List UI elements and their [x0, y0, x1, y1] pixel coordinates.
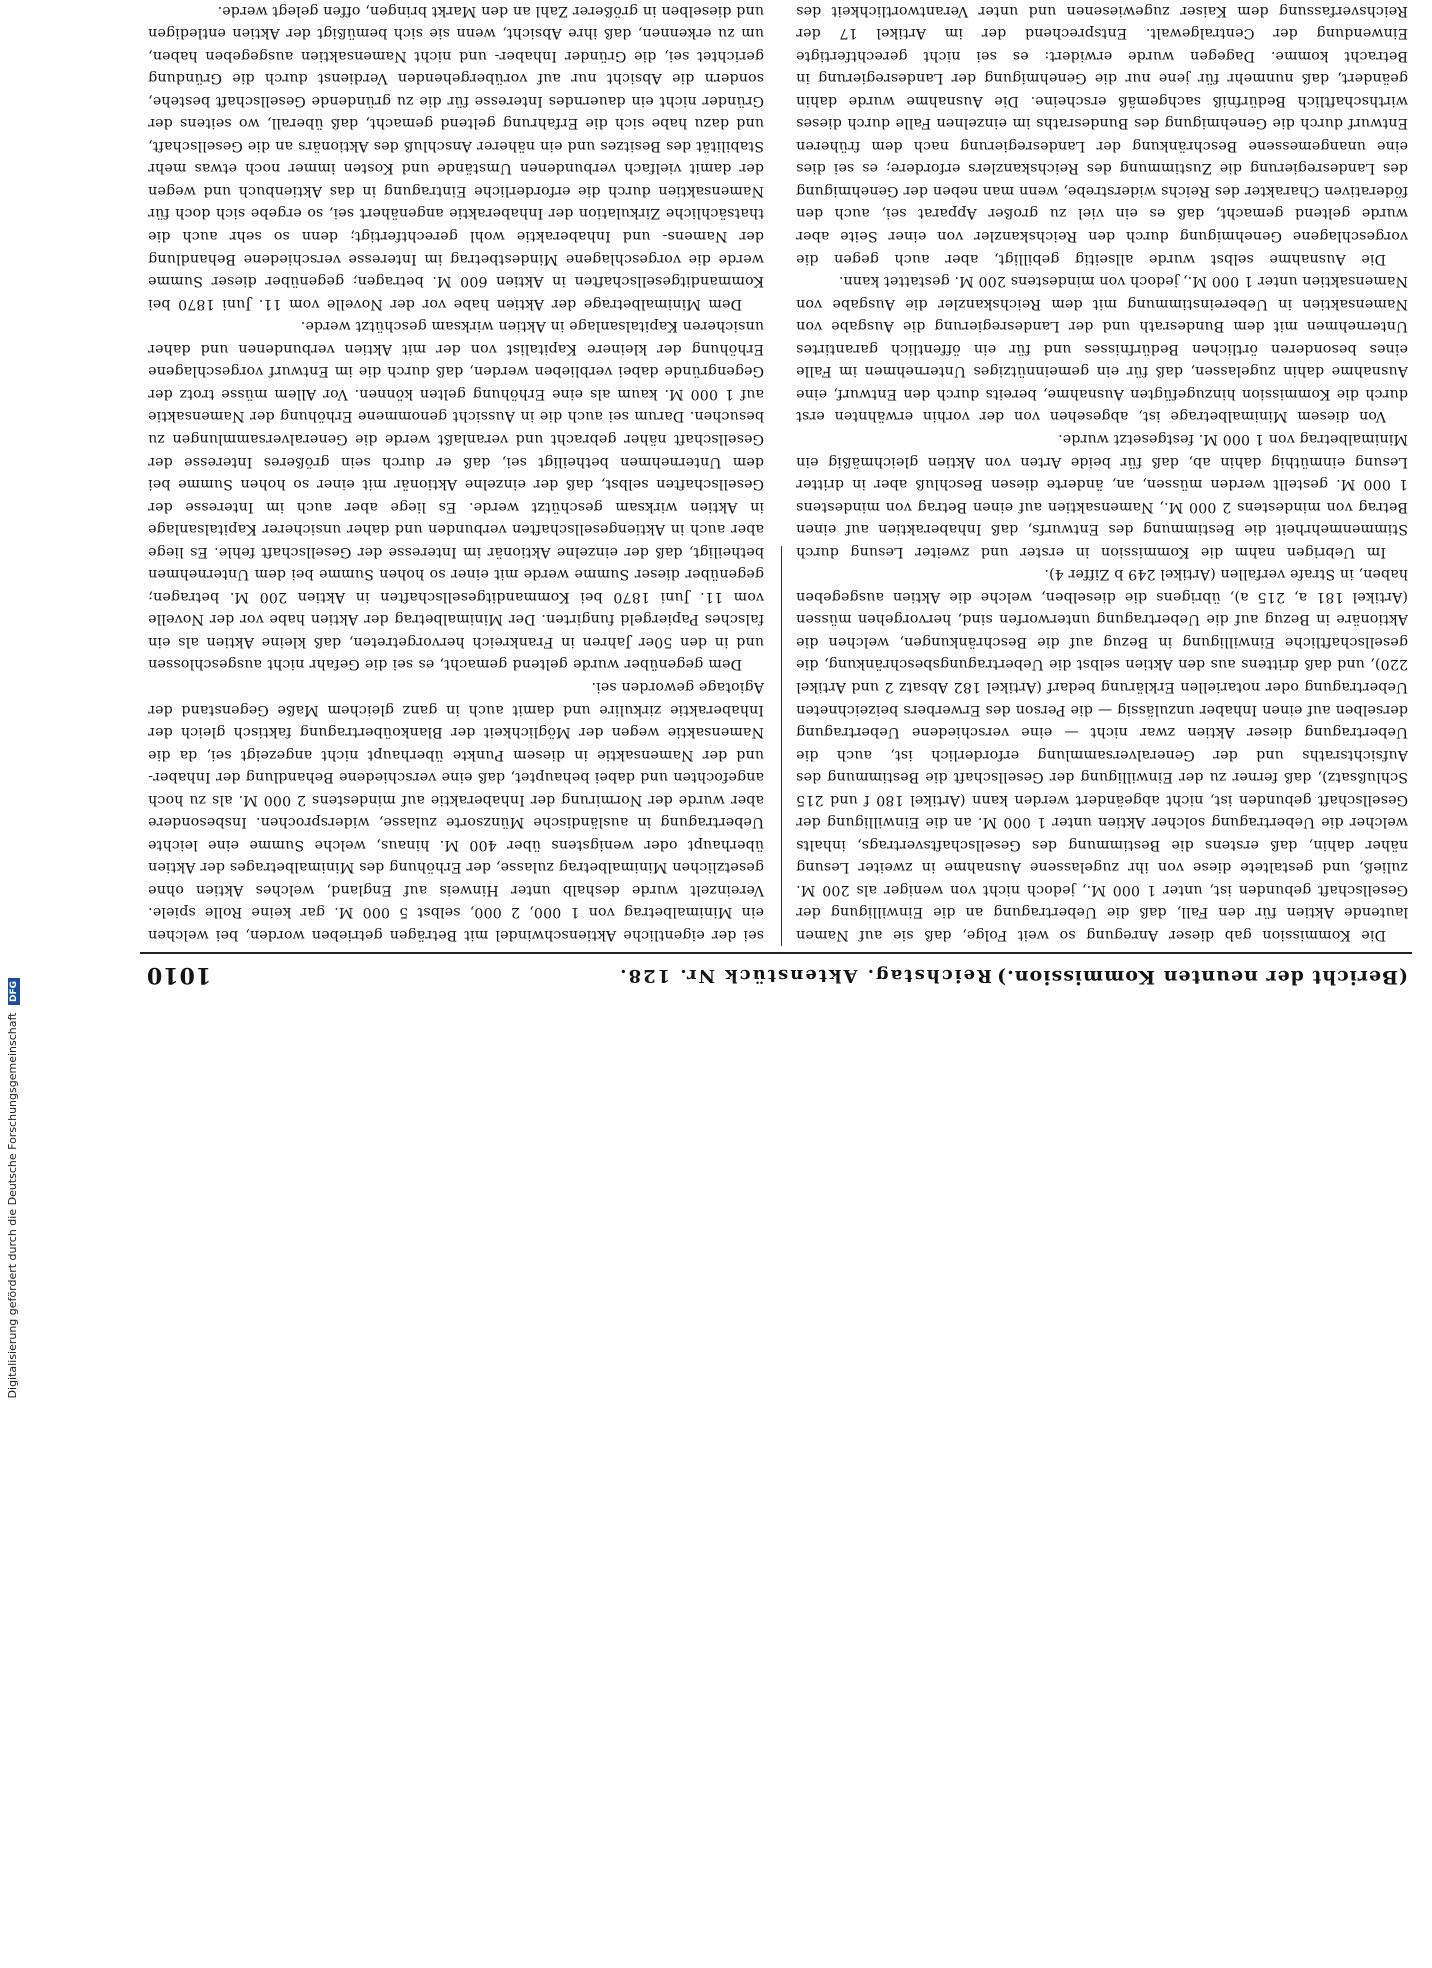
document-page: [140, 2, 1412, 990]
header-title: Reichstag. Aktenstück Nr. 128.: [618, 965, 992, 986]
column-divider: [781, 546, 782, 946]
header-right-title: (Bericht der neunten Kommission.): [996, 966, 1408, 988]
column-right-text: [796, 2, 1408, 946]
paragraph: Im Uebrigen nahm die Kommission in erster und zweiter Lesung durch Stimmenmehrheit die Bestimmung des Entwurfs, daß Inhaberaktien auf einen Betrag von mindestens 2 000 M., Namensaktien auf einen Betrag von mindestens 1 000 M. gestellt werden müssen, an, änderte diesen Beschluß aber in dritter Lesung einmüthig dahin ab, daß für beide Arten von Aktien gleichmäßig ein Minimalbetrag von 1 000 M. festgesetzt wurde.: [796, 430, 1408, 560]
paragraph: sei der eigentliche Aktienschwindel mit Beträgen getrieben worden, bei welchen ein Minimalbetrag von 1 000, 2 000, selbst 5 000 M. gar keine Rolle spiele. Vereinzelt wurde deshalb unter Hinweis auf England, welches Aktien ohne gesetzlichen Minimalbetrag zulasse, der Erhöhung des Minimalbetrages der Aktien überhaupt oder wenigstens über 400 M. hinaus, welche Summe eine leichte Uebertragung in ausländische Münzsorte zulasse, widersprochen. Insbesondere aber wurde der Normirung der Inhaberaktie auf mindestens 2 000 M. als zu hoch angefochten und dabei behauptet, daß eine verschiedene Behandlung der Inhaber- und der Namensaktie in diesem Punkte überhaupt nicht angezeigt sei, da die Namensaktie wegen der Möglichkeit der Blankoübertragung faktisch gleich der Inhaberaktie zirkulire und damit auch in ganz gleichem Maße Gegenstand der Agiotage geworden sei.: [148, 678, 764, 943]
footer-strip: [4, 6, 26, 1399]
footer-credit: [6, 978, 24, 1968]
header-rule: [140, 952, 1412, 954]
page-number: 1010: [146, 962, 212, 988]
paragraph: Von diesem Minimalbetrage ist, abgesehen von der vorhin erwähnten erst durch die Kommission hinzugefügten Ausnahme, bereits durch den Entwurf, eine Ausnahme dahin zugelassen, daß für ein gemeinnütziges Unternehmen im Falle eines besonderen örtlichen Bedürfnisses und für ein öffentlich garantirtes Unternehmen mit dem Bundesrath und der Landesregierung die Ausgabe von Namensaktien in Uebereinstimmung mit dem Reichskanzler die Ausgabe von Namensaktien unter 1 000 M., jedoch von mindestens 200 M. gestattet kann.: [796, 273, 1408, 425]
rotated-page-content: [140, 2, 1412, 990]
paragraph: Dem gegenüber wurde geltend gemacht, es sei die Gefahr nicht ausgeschlossen und in den 50er Jahren in Frankreich hervorgetreten, daß kleine Aktien als ein falsches Papiergeld fungirten. Der Minimalbetrag der Aktien habe vor der Novelle vom 11. Juni 1870 bei Kommanditgesellschaften in Aktien 200 M. betragen; gegenüber dieser Summe werde mit einer so hohen Summe bei dem Unternehmen betheiligt, daß der einzelne Aktionär im Interesse der Gesellschaft fehle. Es liege aber auch in Aktiengesellschaften verbunden und daher unsicherer Kapitalsanlage in Aktien wirksam geschützt werde. Es liege aber auch im Interesse der Gesellschaften selbst, daß der einzelne Aktionär mit einer so hohen Summe bei dem Unternehmen betheiligt sei, daß er durch sein größeres Interesse der Gesellschaft näher gebracht und veranlaßt werde die Generalversammlungen zu besuchen. Darum sei auch die in Aussicht genommene Erhöhung der Namensaktie auf 1 000 M. kaum als eine Erhöhung gelten können. Vor Allem müsse trotz der Gegengründe dabei verblieben werden, daß durch die im Entwurf vorgeschlagene Erhöhung der kleinere Kapitalist von der mit Aktien verbundenen und daher unsicheren Kapitalsanlage in Aktien wirksam geschützt werde.: [148, 318, 764, 673]
paragraph: Dem Minimalbetrage der Aktien habe vor der Novelle vom 11. Juni 1870 bei Kommanditgesellschaften in Aktien 600 M. betragen; gegenüber dieser Summe werde die vorgeschlagene Mindestbetrag im Interesse verschiedene Behandlung der Namens- und Inhaberaktie wohl gerechtfertigt; denn so sehr auch die thatsächliche Zirkulation der Inhaberaktie angenähert sei, so ergebe sich doch für Namensaktien durch die erforderliche Eintragung in das Aktienbuch und wegen der damit vielfach verbundenen Umstände und Kosten immer noch etwas mehr Stabilität des Besitzes und ein näherer Anschluß des Aktionärs an die Gesellschaft, und dazu habe sich die Erfahrung geltend gemacht, daß überall, wo seitens der Gründer nicht ein dauerndes Interesse für die zu gründende Gesellschaft bestehe, sondern die Absicht nur auf vorübergehenden Verdienst durch die Gründung gerichtet sei, die Gründer Inhaber- und nicht Namensaktien ausgegeben haben, um zu erkennen, daß ihre Absicht, wenn sie sich bemüßigt der Aktien entledigen und dieselben in größerer Zahl an den Markt bringen, offen gelegt werde.: [148, 2, 764, 312]
column-left-text: [148, 2, 764, 946]
footer-credit-text: Digitalisierung gefördert durch die Deutsche Forschungsgemeinschaft: [6, 1012, 19, 1399]
paragraph: Die Ausnahme selbst wurde allseitig gebilligt, aber auch gegen die vorgeschlagene Genehmigung durch den Reichskanzler von einer Seite aber wurde geltend gemacht, daß es ein viel zu großer Apparat sei, auch den föderativen Charakter des Reichs widerstrebe, wenn man neben der Genehmigung des Landesregierung die Zustimmung des Reichskanzlers erfordere; es sei dies eine unangemessene Beschränkung der Landesregierung nach dem früheren Entwurf durch die Genehmigung des Bundesraths im einzelnen Falle durch dieses wirthschaftlich Bedürfniß sachgemäß erscheine. Die Ausnahme wurde dahin geändert, daß nunmehr für jene nur die Genehmigung der Landesregierung in Betracht komme. Dagegen wurde erwidert: es sei nicht gerechtfertigte Einwendung der Centralgewalt. Entsprechend der im Artikel 17 der Reichsverfassung dem Kaiser zugewiesenen und unter Verantwortlichkeit des: [796, 2, 1408, 267]
paragraph: Die Kommission gab dieser Anregung so weit Folge, daß sie auf Namen lautende Aktien für den Fall, daß die Uebertragung an die Einwilligung der Gesellschaft gebunden ist, unter 1 000 M., jedoch nicht von weniger als 200 M. zuließ, und gestaltete diese von ihr zugelassene Ausnahme in zweiter Lesung näher dahin, daß erstens die Bestimmung des Gesellschaftsvertrags, inhalts welcher die Uebertragung solcher Aktien unter 1 000 M. an die Einwilligung der Gesellschaft gebunden ist, nicht abgeändert werden kann (Artikel 180 f und 215 Schlußsatz), daß ferner zu der Einwilligung der Gesellschaft die Bestimmung des Aufsichtsraths und der Generalversammlung erforderlich ist, auch die Uebertragung dieser Aktien zwar nicht — eine verschiedene Uebertragung derselben auf einen Inhaber unzulässig — die Person des Erwerbers beizeichneten Uebertragung oder notariellen Erklärung bedarf (Artikel 182 Absatz 2 und Artikel 220), und daß drittens aus den Aktien selbst die Uebertragungsbeschränkung, die gesellschaftliche Einwilligung in Bezug auf die Beschränkungen, welchen die Aktionäre in Bezug auf die Uebertragung unterworfen sind, hervorgehen müssen (Artikel 181 a, 215 a), übrigens die dieselben, welche die Aktien ausgegeben haben, in Strafe verfallen (Artikel 249 b Ziffer 4).: [796, 566, 1408, 943]
dfg-logo: DFG: [8, 978, 20, 1005]
page-header: [140, 956, 1412, 990]
